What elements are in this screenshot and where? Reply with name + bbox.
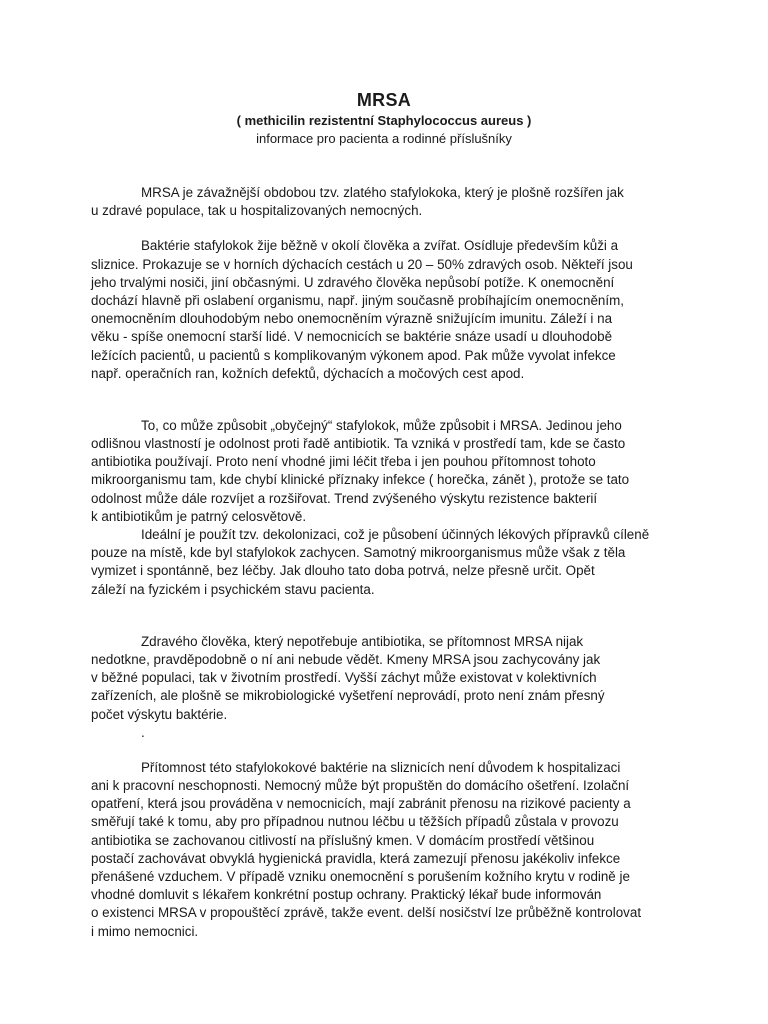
paragraph-line: u zdravé populace, tak u hospitalizovaných nemocných. (91, 203, 423, 219)
paragraph-line: postačí zachovávat obvyklá hygienická pravidla, která zamezují přenosu jakékoliv infekce (91, 850, 621, 866)
paragraph-line: v běžné populaci, tak v životním prostředí. Vyšší záchyt může existovat v kolektivních (91, 670, 597, 686)
paragraph-line: mikroorganismu tam, kde chybí klinické příznaky infekce ( horečka, zánět ), protože se tato (91, 472, 630, 488)
paragraph-line: např. operačních ran, kožních defektů, dýchacích a močových cest apod. (91, 365, 525, 381)
document-title: MRSA (356, 90, 412, 110)
paragraph-line: vhodné domluvit s lékařem konkrétní postup ochrany. Praktický lékař bude informován (91, 887, 602, 903)
paragraph-line: onemocněním dlouhodobým nebo onemocněním výrazně snižujícím imunitu. Záleží i na (91, 311, 613, 327)
paragraph (91, 417, 691, 526)
paragraph-line: počet výskytu baktérie. (91, 706, 228, 722)
paragraph-line: nedotkne, pravděpodobně o ní ani nebude vědět. Kmeny MRSA jsou zachycovány jak (91, 651, 601, 667)
paragraph (91, 237, 691, 383)
paragraph-line: Baktérie stafylokok žije běžně v okolí člověka a zvířat. Osídluje především kůži a (141, 238, 619, 254)
paragraph-line: dochází hlavně při oslabení organismu, např. jiným současně probíhajícím onemocněním, (91, 292, 624, 308)
paragraph (91, 633, 691, 742)
paragraph-line: odolnost může dále rozvíjet a rozšiřovat. Trend zvýšeného výskytu rezistence bakterií (91, 490, 598, 506)
paragraph (91, 184, 691, 220)
paragraph-line: odlišnou vlastností je odolnost proti řadě antibiotik. Ta vzniká v prostředí tam, kde se často (91, 436, 626, 452)
paragraph-line: MRSA je závažnější obdobou tzv. zlatého stafylokoka, který je plošně rozšířen jak (141, 185, 624, 200)
paragraph-line: i mimo nemocnici. (91, 923, 199, 939)
document-subtitle-audience: informace pro pacienta a rodinné příslušníky (256, 131, 512, 146)
paragraph-line: k antibiotikům je patrný celosvětově. (91, 508, 307, 524)
paragraph-line: zařízeních, ale plošně se mikrobiologické vyšetření neprovádí, proto není znám přesný (91, 688, 605, 704)
paragraph-line: antibiotika používají. Proto není vhodné jimi léčit třeba i jen pouhou přítomnost tohoto (91, 454, 596, 470)
paragraph-line: Ideální je použít tzv. dekolonizaci, což je působení účinných lékových přípravků cíleně (141, 527, 650, 542)
paragraph-line: sliznice. Prokazuje se v horních dýchacích cestách u 20 – 50% zdravých osob. Někteří jsou (91, 256, 633, 272)
document-subtitle: ( methicilin rezistentní Staphylococcus aureus ) (236, 113, 532, 128)
paragraph-line: ležících pacientů, u pacientů s komplikovaným výkonem apod. Pak může vyvolat infekce (91, 347, 616, 363)
paragraph-line: o existenci MRSA v propouštěcí zprávě, takže event. delší nosičství lze průběžně kontrolovat (91, 905, 642, 921)
paragraph-line: Přítomnost této stafylokokové baktérie na sliznicích není důvodem k hospitalizaci (141, 759, 621, 775)
paragraph-line: vymizet i spontánně, bez léčby. Jak dlouho tato doba potrvá, nelze přesně určit. Opět (91, 563, 595, 579)
paragraph-line: opatření, která jsou prováděna v nemocnicích, mají zabránit přenosu na rizikové pacienty a (91, 796, 631, 812)
paragraph (91, 759, 691, 941)
paragraph-line: Zdravého člověka, který nepotřebuje antibiotika, se přítomnost MRSA nijak (141, 633, 584, 649)
paragraph-line: jeho trvalými nosiči, jiní občasnými. U zdravého člověka nepůsobí potíže. K onemocnění (91, 274, 615, 290)
paragraph-line: To, co může způsobit „obyčejný“ stafylokok, může způsobit i MRSA. Jedinou jeho (141, 417, 622, 433)
paragraph-line: antibiotika se zachovanou citlivostí na příslušný kmen. V domácím prostředí většinou (91, 832, 595, 848)
paragraph-line: věku - spíše onemocní starší lidé. V nemocnicích se baktérie snáze usadí u dlouhodobě (91, 329, 613, 345)
paragraph-line: ani k pracovní neschopnosti. Nemocný může být propuštěn do domácího ošetření. Izolační (91, 778, 630, 794)
paragraph-line: záleží na fyzickém i psychickém stavu pacienta. (91, 581, 375, 597)
paragraph (91, 526, 691, 599)
paragraph-line: pouze na místě, kde byl stafylokok zachycen. Samotný mikroorganismus může však z těla (91, 545, 626, 561)
document-header (0, 88, 768, 148)
paragraph-line: směřují také k tomu, aby pro případnou nutnou léčbu u těžších případů zůstala v provozu (91, 814, 619, 830)
paragraph-trailing-dot: . (141, 724, 145, 740)
paragraph-line: přenášené vzduchem. V případě vzniku onemocnění s porušením kožního krytu v rodině je (91, 869, 630, 884)
document-body (91, 184, 691, 941)
